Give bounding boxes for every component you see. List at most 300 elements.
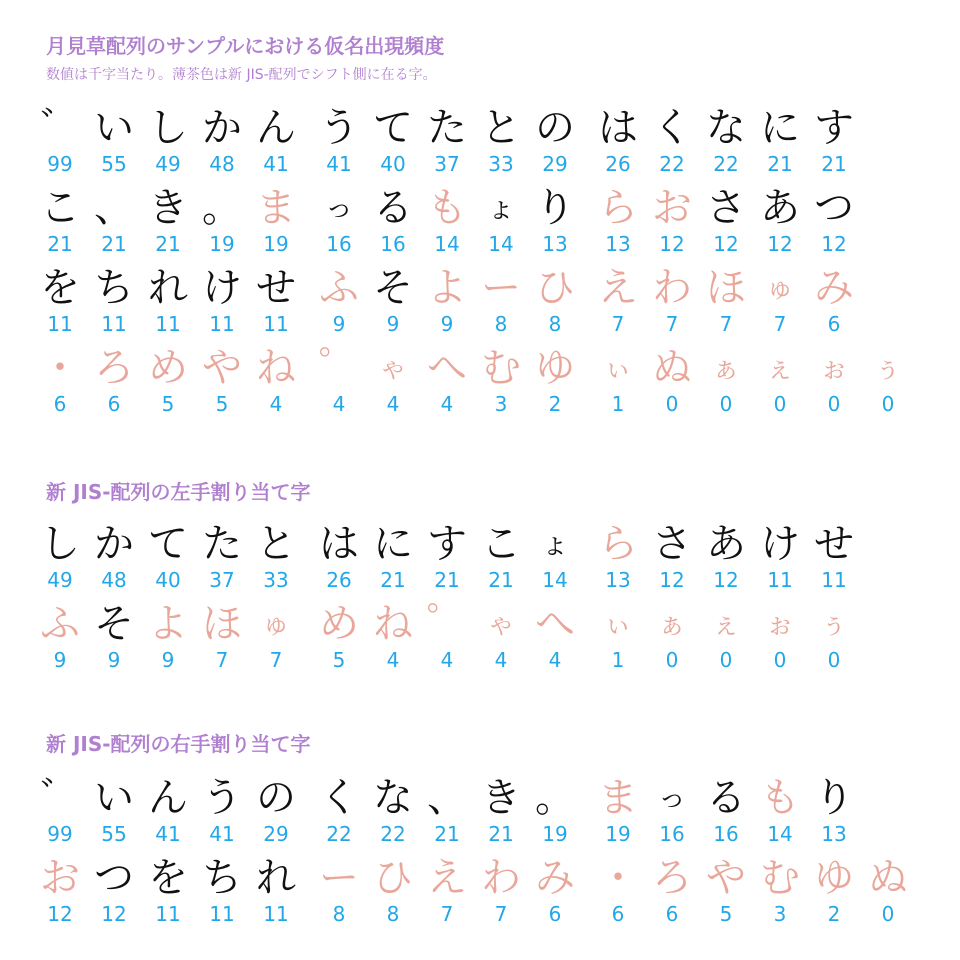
kana-cell [474, 104, 528, 176]
kana-cell [474, 600, 528, 672]
kana-cell [195, 184, 249, 256]
kana-char: め [319, 601, 359, 647]
kana-frequency: 21 [488, 822, 514, 846]
kana-char: せ [256, 265, 296, 311]
kana-frequency: 9 [107, 648, 121, 672]
kana-frequency: 0 [773, 648, 787, 672]
kana-char: つ [94, 855, 134, 901]
kana-frequency: 21 [821, 152, 847, 176]
kana-cell [195, 520, 249, 592]
kana-cell [699, 774, 753, 846]
kana-frequency: 16 [713, 822, 739, 846]
kana-cell [591, 520, 645, 592]
kana-frequency: 8 [494, 312, 508, 336]
kana-char: ら [598, 185, 638, 231]
kana-cell [420, 600, 474, 672]
kana-cell [753, 600, 807, 672]
kana-cell [366, 774, 420, 846]
kana-frequency: 48 [209, 152, 235, 176]
kana-frequency: 21 [488, 568, 514, 592]
kana-char: こ [481, 521, 521, 567]
kana-frequency: 8 [548, 312, 562, 336]
kana-char: わ [481, 855, 521, 901]
kana-char: ぅ [873, 351, 902, 384]
kana-frequency: 6 [665, 902, 679, 926]
kana-cell [807, 854, 861, 926]
kana-cell [474, 184, 528, 256]
kana-cell [312, 104, 366, 176]
kana-frequency: 99 [47, 822, 73, 846]
kana-cell [528, 600, 582, 672]
kana-frequency: 19 [542, 822, 568, 846]
kana-char: お [40, 855, 80, 901]
kana-frequency: 49 [47, 568, 73, 592]
kana-cell [420, 104, 474, 176]
kana-char: み [814, 265, 854, 311]
kana-char: ゃ [486, 607, 515, 640]
kana-cell [807, 600, 861, 672]
kana-cell [141, 104, 195, 176]
kana-frequency: 7 [719, 312, 733, 336]
kana-char: ほ [706, 265, 746, 311]
kana-char: 。 [202, 185, 242, 231]
kana-frequency: 14 [767, 822, 793, 846]
kana-cell [312, 264, 366, 336]
kana-char: ぅ [819, 607, 848, 640]
kana-char: っ [324, 191, 353, 224]
kana-cell [249, 600, 303, 672]
kana-frequency: 4 [440, 648, 454, 672]
kana-char: た [202, 521, 242, 567]
kana-frequency: 13 [821, 822, 847, 846]
kana-frequency: 9 [161, 648, 175, 672]
kana-cell [33, 520, 87, 592]
kana-frequency: 7 [611, 312, 625, 336]
kana-char: な [706, 105, 746, 151]
kana-char: な [373, 775, 413, 821]
kana-char: め [148, 345, 188, 391]
kana-cell [420, 344, 474, 416]
kana-char: す [427, 521, 467, 567]
kana-char: ふ [40, 601, 80, 647]
kana-frequency: 14 [542, 568, 568, 592]
kana-frequency: 40 [155, 568, 181, 592]
kana-char: ひ [373, 855, 413, 901]
kana-frequency: 7 [665, 312, 679, 336]
kana-char: わ [652, 265, 692, 311]
kana-frequency: 7 [773, 312, 787, 336]
kana-frequency: 11 [155, 312, 181, 336]
kana-char: つ [814, 185, 854, 231]
kana-cell [699, 104, 753, 176]
kana-frequency: 9 [53, 648, 67, 672]
kana-cell [312, 774, 366, 846]
kana-char: ぉ [819, 351, 848, 384]
kana-frequency: 33 [263, 568, 289, 592]
kana-char: ー [319, 855, 359, 901]
kana-frequency: 4 [386, 648, 400, 672]
kana-cell [807, 344, 861, 416]
kana-frequency: 4 [269, 392, 283, 416]
kana-char: け [760, 521, 800, 567]
kana-cell [249, 184, 303, 256]
kana-char: ひ [535, 265, 575, 311]
kana-frequency: 16 [326, 232, 352, 256]
kana-cell [87, 264, 141, 336]
kana-frequency: 9 [440, 312, 454, 336]
kana-frequency: 19 [209, 232, 235, 256]
kana-frequency: 21 [767, 152, 793, 176]
kana-char: り [535, 185, 575, 231]
kana-char: は [319, 521, 359, 567]
section-title-right-hand: 新 JIS-配列の右手割り当て字 [46, 732, 311, 756]
kana-char: ぃ [603, 351, 632, 384]
kana-cell [474, 774, 528, 846]
kana-cell [528, 774, 582, 846]
kana-cell [420, 520, 474, 592]
kana-char: ろ [652, 855, 692, 901]
kana-char: ち [94, 265, 134, 311]
kana-char: ち [202, 855, 242, 901]
kana-char: く [319, 775, 359, 821]
kana-frequency: 33 [488, 152, 514, 176]
kana-cell [528, 854, 582, 926]
kana-char: 、 [427, 775, 467, 821]
kana-cell [87, 854, 141, 926]
kana-cell [699, 600, 753, 672]
kana-cell [87, 184, 141, 256]
kana-frequency: 8 [386, 902, 400, 926]
kana-char: ょ [486, 191, 515, 224]
kana-frequency: 29 [542, 152, 568, 176]
kana-cell [807, 104, 861, 176]
kana-char: や [202, 345, 242, 391]
kana-frequency: 13 [542, 232, 568, 256]
kana-cell [366, 264, 420, 336]
kana-frequency: 22 [326, 822, 352, 846]
kana-char: そ [94, 601, 134, 647]
kana-frequency: 0 [827, 392, 841, 416]
kana-cell [312, 184, 366, 256]
kana-char: く [652, 105, 692, 151]
kana-char: そ [373, 265, 413, 311]
kana-cell [249, 104, 303, 176]
kana-char: ゅ [765, 271, 794, 304]
kana-char: ゛ [40, 775, 80, 821]
kana-frequency: 0 [665, 392, 679, 416]
kana-frequency: 0 [827, 648, 841, 672]
kana-cell [33, 854, 87, 926]
kana-char: ぇ [711, 607, 740, 640]
kana-cell [195, 854, 249, 926]
kana-char: れ [256, 855, 296, 901]
kana-cell [645, 264, 699, 336]
kana-frequency: 99 [47, 152, 73, 176]
kana-char: あ [760, 185, 800, 231]
kana-frequency: 16 [659, 822, 685, 846]
kana-cell [474, 854, 528, 926]
kana-cell [249, 264, 303, 336]
kana-frequency: 41 [155, 822, 181, 846]
kana-cell [366, 600, 420, 672]
kana-cell [366, 854, 420, 926]
kana-frequency: 48 [101, 568, 127, 592]
kana-char: え [598, 265, 638, 311]
kana-cell [195, 344, 249, 416]
kana-cell [753, 854, 807, 926]
kana-cell [591, 854, 645, 926]
kana-char: の [535, 105, 575, 151]
kana-frequency: 4 [548, 648, 562, 672]
kana-frequency: 11 [209, 312, 235, 336]
kana-char: は [598, 105, 638, 151]
kana-char: ・ [40, 345, 80, 391]
kana-cell [195, 264, 249, 336]
kana-frequency: 0 [665, 648, 679, 672]
kana-frequency: 19 [263, 232, 289, 256]
kana-cell [861, 854, 915, 926]
kana-cell [753, 184, 807, 256]
kana-frequency: 21 [434, 568, 460, 592]
kana-char: さ [652, 521, 692, 567]
kana-frequency: 1 [611, 392, 625, 416]
kana-char: の [256, 775, 296, 821]
kana-frequency: 5 [161, 392, 175, 416]
kana-frequency: 22 [659, 152, 685, 176]
kana-char: ょ [540, 527, 569, 560]
kana-cell [141, 854, 195, 926]
kana-cell [753, 774, 807, 846]
kana-char: ら [598, 521, 638, 567]
kana-char: こ [40, 185, 80, 231]
kana-char: さ [706, 185, 746, 231]
kana-frequency: 11 [263, 312, 289, 336]
kana-cell [249, 344, 303, 416]
kana-char: お [652, 185, 692, 231]
kana-frequency: 4 [386, 392, 400, 416]
kana-frequency: 12 [713, 232, 739, 256]
kana-frequency: 12 [821, 232, 847, 256]
kana-char: ほ [202, 601, 242, 647]
kana-char: っ [657, 781, 686, 814]
kana-cell [87, 104, 141, 176]
kana-cell [645, 184, 699, 256]
kana-char: い [94, 775, 134, 821]
kana-char: ぬ [868, 855, 908, 901]
kana-char: ぉ [765, 607, 794, 640]
kana-frequency: 7 [215, 648, 229, 672]
kana-frequency: 21 [155, 232, 181, 256]
kana-cell [312, 600, 366, 672]
kana-cell [474, 520, 528, 592]
kana-cell [528, 344, 582, 416]
kana-cell [312, 344, 366, 416]
kana-char: あ [706, 521, 746, 567]
kana-char: を [40, 265, 80, 311]
kana-cell [249, 520, 303, 592]
kana-char: き [481, 775, 521, 821]
kana-char: い [94, 105, 134, 151]
kana-char: ・ [598, 855, 638, 901]
kana-frequency: 13 [605, 568, 631, 592]
kana-char: も [427, 185, 467, 231]
kana-char: ゅ [261, 607, 290, 640]
kana-char: せ [814, 521, 854, 567]
kana-frequency: 0 [773, 392, 787, 416]
kana-cell [528, 520, 582, 592]
kana-frequency: 2 [827, 902, 841, 926]
kana-cell [591, 344, 645, 416]
kana-frequency: 6 [107, 392, 121, 416]
kana-cell [33, 344, 87, 416]
kana-cell [753, 104, 807, 176]
kana-char: う [202, 775, 242, 821]
kana-char: ぃ [603, 607, 632, 640]
kana-cell [699, 854, 753, 926]
kana-cell [807, 264, 861, 336]
kana-char: ん [148, 775, 188, 821]
kana-char: ぁ [711, 351, 740, 384]
kana-cell [645, 854, 699, 926]
kana-char: ゆ [535, 345, 575, 391]
kana-frequency: 12 [713, 568, 739, 592]
kana-cell [366, 520, 420, 592]
kana-frequency: 3 [773, 902, 787, 926]
kana-char: へ [535, 601, 575, 647]
kana-cell [420, 184, 474, 256]
kana-cell [33, 184, 87, 256]
kana-frequency: 13 [605, 232, 631, 256]
kana-cell [195, 104, 249, 176]
kana-cell [420, 854, 474, 926]
kana-frequency: 22 [713, 152, 739, 176]
kana-cell [699, 344, 753, 416]
kana-cell [699, 184, 753, 256]
kana-cell [420, 264, 474, 336]
kana-cell [591, 104, 645, 176]
kana-char: ー [481, 265, 521, 311]
kana-char: け [202, 265, 242, 311]
kana-char: れ [148, 265, 188, 311]
kana-char: ぬ [652, 345, 692, 391]
kana-char: ゜ [319, 345, 359, 391]
kana-cell [141, 344, 195, 416]
kana-cell [807, 774, 861, 846]
kana-frequency: 41 [209, 822, 235, 846]
kana-frequency: 11 [821, 568, 847, 592]
kana-char: し [40, 521, 80, 567]
kana-char: よ [427, 265, 467, 311]
kana-char: を [148, 855, 188, 901]
kana-frequency: 29 [263, 822, 289, 846]
kana-cell [528, 264, 582, 336]
kana-cell [141, 520, 195, 592]
kana-cell [474, 264, 528, 336]
kana-char: る [706, 775, 746, 821]
kana-frequency: 21 [434, 822, 460, 846]
kana-frequency: 37 [434, 152, 460, 176]
kana-cell [753, 344, 807, 416]
kana-frequency: 11 [263, 902, 289, 926]
kana-cell [699, 264, 753, 336]
kana-frequency: 5 [719, 902, 733, 926]
kana-char: ん [256, 105, 296, 151]
kana-frequency: 21 [380, 568, 406, 592]
kana-char: ろ [94, 345, 134, 391]
kana-cell [753, 520, 807, 592]
kana-frequency: 40 [380, 152, 406, 176]
kana-frequency: 49 [155, 152, 181, 176]
kana-frequency: 37 [209, 568, 235, 592]
kana-char: か [94, 521, 134, 567]
kana-cell [420, 774, 474, 846]
kana-char: む [481, 345, 521, 391]
kana-frequency: 4 [332, 392, 346, 416]
kana-cell [249, 854, 303, 926]
kana-frequency: 1 [611, 648, 625, 672]
kana-cell [87, 600, 141, 672]
kana-cell [249, 774, 303, 846]
kana-cell [33, 104, 87, 176]
kana-frequency: 22 [380, 822, 406, 846]
kana-char: う [319, 105, 359, 151]
kana-cell [645, 344, 699, 416]
kana-cell [141, 774, 195, 846]
kana-frequency: 26 [605, 152, 631, 176]
kana-frequency: 0 [719, 392, 733, 416]
kana-char: と [481, 105, 521, 151]
kana-char: て [148, 521, 188, 567]
kana-char: に [373, 521, 413, 567]
kana-char: む [760, 855, 800, 901]
kana-cell [861, 344, 915, 416]
kana-char: よ [148, 601, 188, 647]
kana-frequency: 8 [332, 902, 346, 926]
kana-char: る [373, 185, 413, 231]
kana-cell [645, 774, 699, 846]
kana-cell [645, 520, 699, 592]
kana-cell [312, 520, 366, 592]
kana-frequency: 4 [494, 648, 508, 672]
kana-cell [141, 600, 195, 672]
kana-char: ぁ [657, 607, 686, 640]
kana-frequency: 14 [488, 232, 514, 256]
kana-cell [807, 520, 861, 592]
kana-char: す [814, 105, 854, 151]
kana-frequency: 4 [440, 392, 454, 416]
kana-char: と [256, 521, 296, 567]
kana-frequency: 11 [101, 312, 127, 336]
kana-char: や [706, 855, 746, 901]
kana-cell [699, 520, 753, 592]
kana-frequency: 0 [719, 648, 733, 672]
kana-frequency: 5 [332, 648, 346, 672]
kana-frequency: 7 [440, 902, 454, 926]
kana-cell [366, 104, 420, 176]
kana-frequency: 9 [386, 312, 400, 336]
kana-char: ま [598, 775, 638, 821]
kana-frequency: 55 [101, 822, 127, 846]
kana-frequency: 5 [215, 392, 229, 416]
page-title: 月見草配列のサンプルにおける仮名出現頻度 [46, 34, 445, 58]
kana-frequency: 21 [101, 232, 127, 256]
kana-char: ね [373, 601, 413, 647]
kana-frequency: 12 [659, 232, 685, 256]
kana-frequency: 12 [101, 902, 127, 926]
kana-cell [141, 184, 195, 256]
kana-char: き [148, 185, 188, 231]
kana-frequency: 11 [767, 568, 793, 592]
